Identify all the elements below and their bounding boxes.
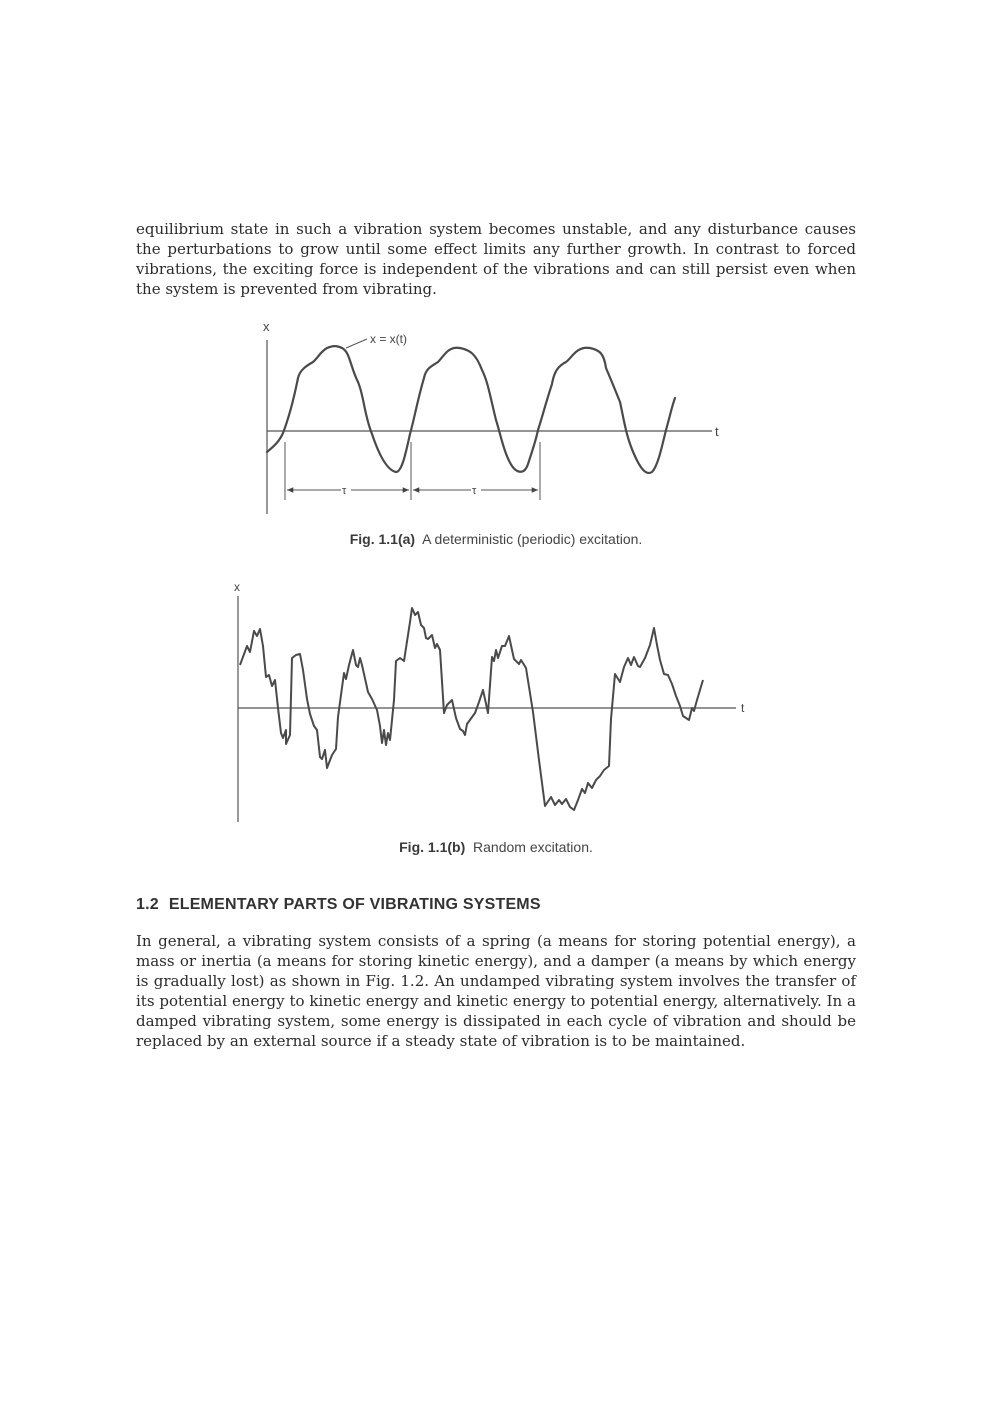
fig-b-random-curve [240, 608, 703, 810]
body-paragraph-2: In general, a vibrating system consists of a spring (a means for storing potential energy), a mass or inertia (a means for storing kinetic energy), and a damper (a means by which energy is gradually lost) as shown in Fig. 1.2. An undamped vibrating system involves the transfer of its potential energy to kinetic energy and kinetic energy to potential energy, alternatively. In a damped vibrating system, some energy is dissipated in each cycle of vibration and should be replaced by an external source if a steady state of vibration is to be maintained. [136, 932, 856, 1050]
fig-a-x-label: t [715, 424, 719, 439]
fig-b-y-label: x [234, 580, 240, 594]
figure-a-caption [0, 531, 992, 547]
figure-b [234, 580, 745, 822]
section-title: ELEMENTARY PARTS OF VIBRATING SYSTEMS [168, 896, 541, 913]
fig-a-periodic-curve [267, 346, 675, 473]
fig-a-period-label-2: τ [472, 485, 477, 497]
figure-b-caption-text: Random excitation. [473, 839, 593, 855]
body-paragraph-1: equilibrium state in such a vibration system becomes unstable, and any disturbance causes the perturbations to grow until some effect limits any further growth. In contrast to forced vibrations, the exciting force is independent of the vibrations and can still persist even when the system is prevented from vibrating. [136, 220, 856, 298]
figure-b-caption [0, 839, 992, 855]
figure-a-caption-number: Fig. 1.1(a) [349, 531, 416, 547]
section-heading [136, 896, 541, 914]
fig-a-curve-leader-line [346, 339, 367, 348]
fig-a-y-label: x [263, 319, 270, 334]
fig-a-curve-label: x = x(t) [370, 332, 408, 346]
figure-b-caption-number: Fig. 1.1(b) [399, 839, 466, 855]
fig-b-x-label: t [741, 701, 745, 715]
fig-a-period-label-1: τ [342, 485, 347, 497]
figure-a-caption-text: A deterministic (periodic) excitation. [422, 531, 643, 547]
figure-a [263, 319, 719, 514]
section-number: 1.2 [136, 896, 159, 913]
